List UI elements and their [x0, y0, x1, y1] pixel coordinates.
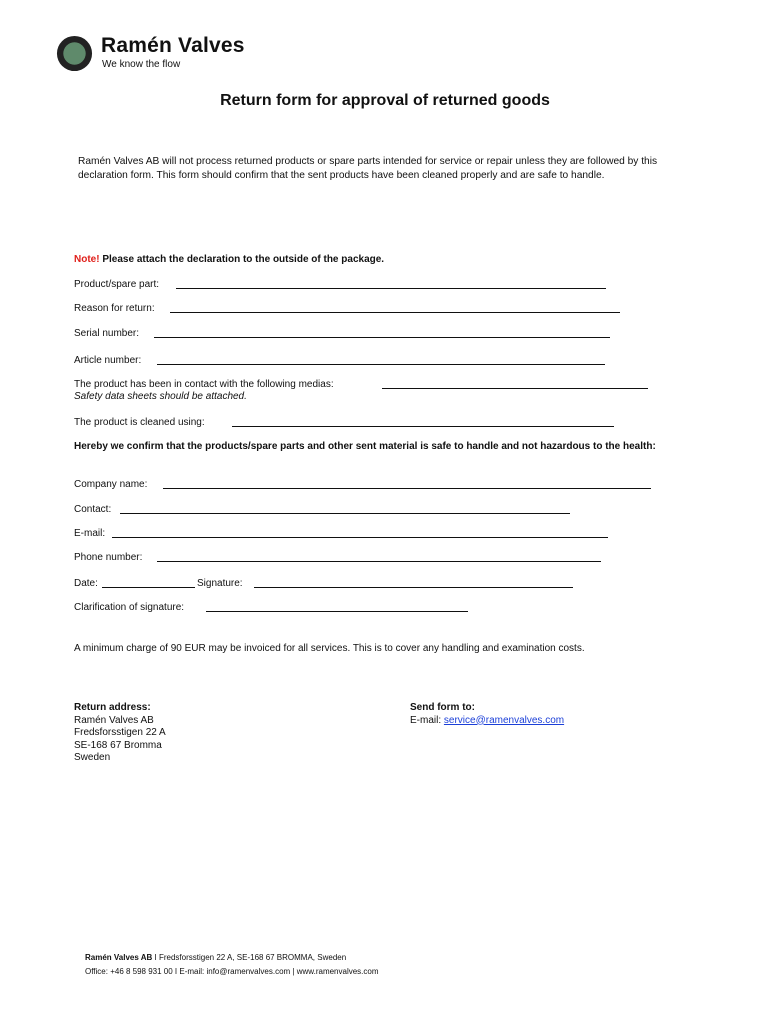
phone-field-label: Phone number: [74, 552, 143, 563]
ring-logo-icon [55, 34, 94, 73]
return-address-heading: Return address: [74, 702, 151, 713]
signature-field-line[interactable] [254, 587, 573, 588]
phone-field-line[interactable] [157, 561, 601, 562]
contact-field-label: Contact: [74, 504, 112, 515]
email-field-label: E-mail: [74, 528, 106, 539]
return-address [74, 702, 166, 765]
medias-field-label: The product has been in contact with the following medias: [74, 379, 334, 390]
footer-address: I Fredsforsstigen 22 A, SE-168 67 BROMMA, Sweden [152, 953, 347, 962]
product-field-label: Product/spare part: [74, 279, 160, 290]
reason-field-label: Reason for return: [74, 303, 155, 314]
contact-field-line[interactable] [120, 513, 570, 514]
email-field-line[interactable] [112, 537, 608, 538]
medias-field-line[interactable] [382, 388, 648, 389]
logo-tagline: We know the flow [102, 59, 181, 70]
send-form-email-label: E-mail: [410, 714, 444, 726]
send-form-block [410, 702, 564, 727]
logo-name: Ramén Valves [101, 34, 245, 57]
cleaned-field-line[interactable] [232, 426, 614, 427]
return-address-line: Sweden [74, 752, 111, 763]
intro-text: Ramén Valves AB will not process returned products or spare parts intended for service or repair unless they are followed by this declaration form. This form should confirm that the sent products have been cleaned properly and are safe to handle. [78, 156, 658, 181]
clarification-field-line[interactable] [206, 611, 468, 612]
date-field-line[interactable] [102, 587, 195, 588]
footer-contact: Office: +46 8 598 931 00 I E-mail: info@ramenvalves.com | www.ramenvalves.com [85, 967, 379, 976]
article-field-line[interactable] [157, 364, 605, 365]
note-line [74, 253, 384, 266]
charge-notice: A minimum charge of 90 EUR may be invoiced for all services. This is to cover any handling and examination costs. [74, 643, 585, 654]
confirmation-text: Hereby we confirm that the products/spare parts and other sent material is safe to handle and not hazardous to the health: [74, 441, 656, 452]
note-text: Please attach the declaration to the outside of the package. [99, 254, 385, 265]
return-address-line: SE-168 67 Bromma [74, 739, 162, 751]
footer-line-1 [85, 953, 346, 963]
cleaned-field-label: The product is cleaned using: [74, 417, 205, 428]
signature-field-label: Signature: [197, 578, 243, 589]
company-field-label: Company name: [74, 479, 148, 490]
article-field-label: Article number: [74, 355, 142, 366]
send-form-email-line [410, 715, 564, 728]
clarification-field-label: Clarification of signature: [74, 602, 185, 613]
serial-field-label: Serial number: [74, 328, 140, 339]
reason-field-line[interactable] [170, 312, 620, 313]
return-address-line: Ramén Valves AB [74, 714, 154, 726]
footer-company: Ramén Valves AB [85, 953, 153, 962]
send-form-heading: Send form to: [410, 702, 475, 713]
company-field-line[interactable] [163, 488, 651, 489]
note-label: Note! [74, 254, 100, 265]
date-field-label: Date: [74, 578, 98, 589]
return-address-line: Fredsforsstigen 22 A [74, 727, 166, 738]
service-email-link[interactable]: service@ramenvalves.com [443, 714, 565, 726]
serial-field-line[interactable] [154, 337, 610, 338]
safety-note: Safety data sheets should be attached. [74, 391, 247, 402]
product-field-line[interactable] [176, 288, 606, 289]
page-title: Return form for approval of returned goods [220, 92, 550, 109]
